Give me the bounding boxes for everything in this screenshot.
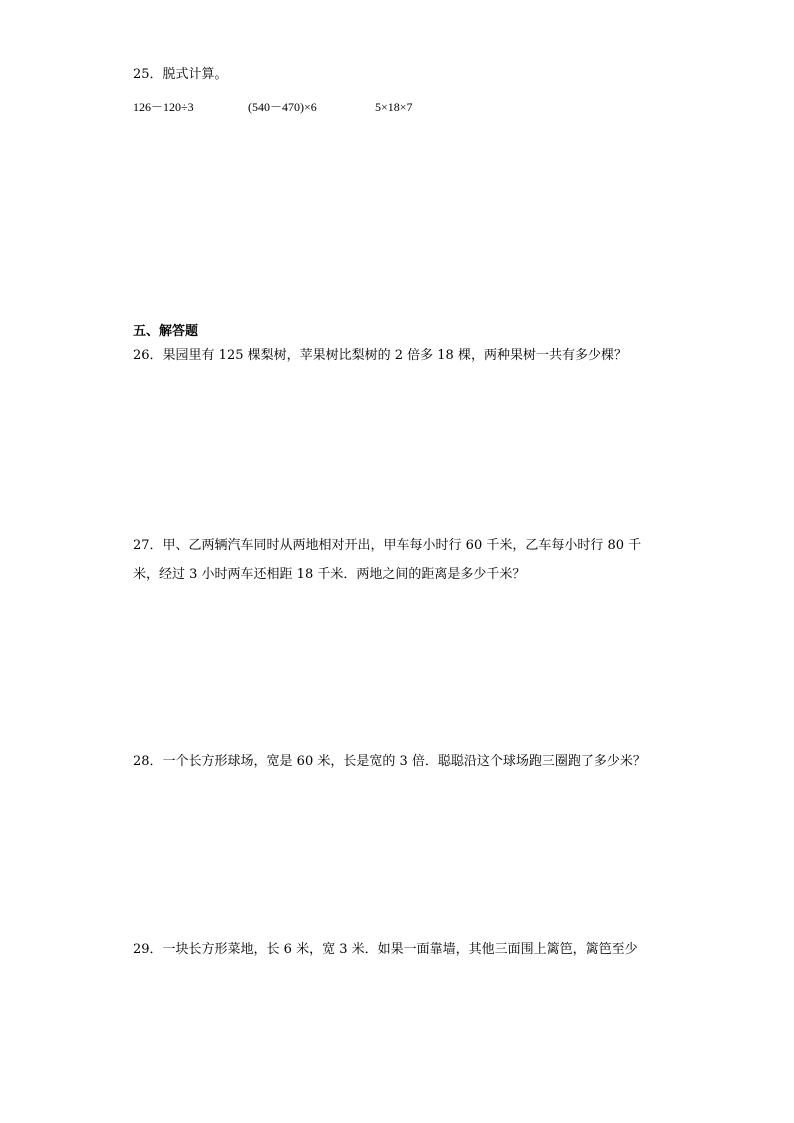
question-29: 29．一块长方形菜地，长 6 米，宽 3 米．如果一面靠墙，其他三面围上篱笆，篱笆至少 xyxy=(133,942,638,957)
section-heading: 五、解答题 xyxy=(133,324,199,339)
question-27-line-2: 米，经过 3 小时两车还相距 18 千米．两地之间的距离是多少千米？ xyxy=(133,567,526,582)
expression-3: 5×18×7 xyxy=(375,100,413,114)
expression-2: (540－470)×6 xyxy=(248,100,317,114)
question-25-title: 25．脱式计算。 xyxy=(133,67,228,82)
question-26: 26．果园里有 125 棵梨树，苹果树比梨树的 2 倍多 18 棵，两种果树一共有多少棵？ xyxy=(133,348,627,363)
question-28: 28．一个长方形球场，宽是 60 米，长是宽的 3 倍．聪聪沿这个球场跑三圈跑了多少米？ xyxy=(133,754,646,769)
question-27-line-1: 27．甲、乙两辆汽车同时从两地相对开出，甲车每小时行 60 千米，乙车每小时行 80 千 xyxy=(133,538,642,553)
expression-1: 126－120÷3 xyxy=(133,100,194,114)
